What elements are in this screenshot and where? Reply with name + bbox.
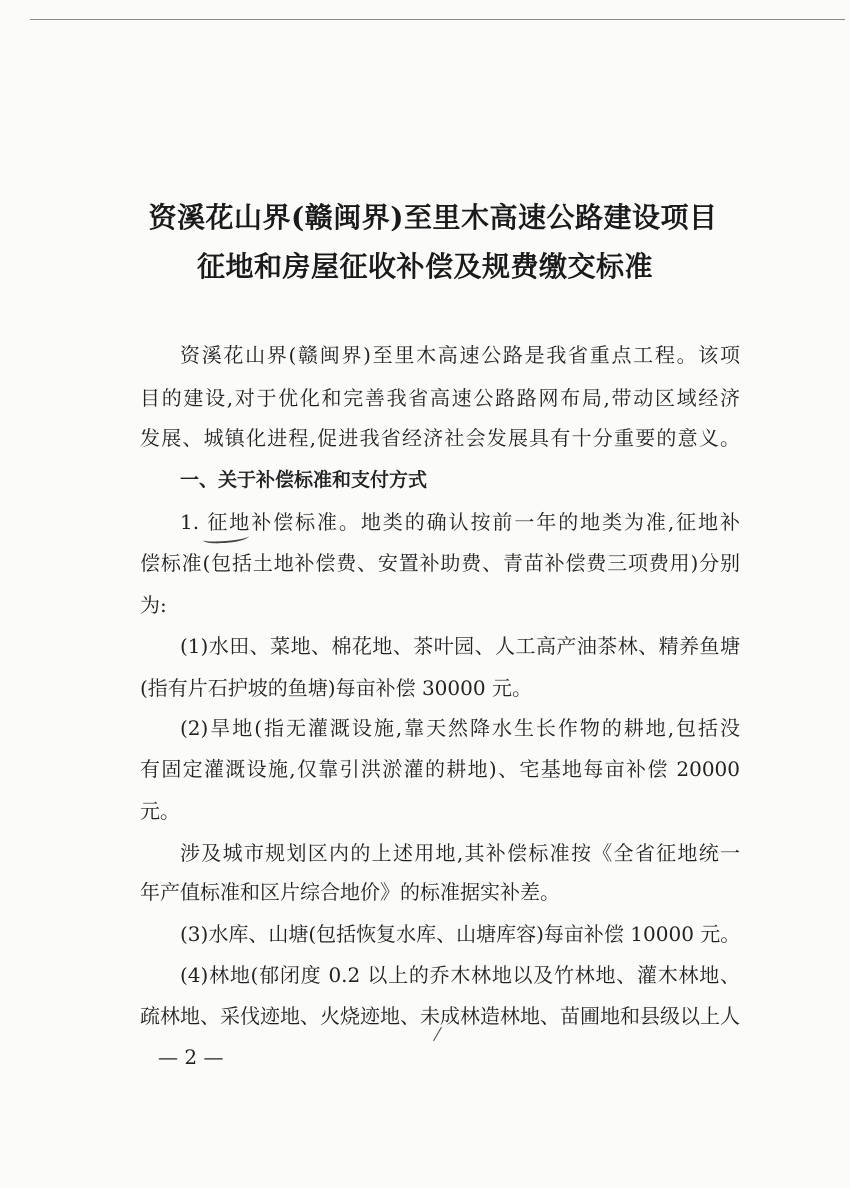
- sub-2-line-1: (2)旱地(指无灌溉设施,靠天然降水生长作物的耕地,包括没: [180, 716, 740, 740]
- item-1-line-1: 1. 征地补偿标准。地类的确认按前一年的地类为准,征地补: [180, 510, 740, 534]
- sub-2-line-3: 元。: [140, 799, 180, 823]
- sub-4-line-1: (4)林地(郁闭度 0.2 以上的乔木林地以及竹林地、灌木林地、: [180, 963, 740, 987]
- sub-1-line-2: (指有片石护坡的鱼塘)每亩补偿 30000 元。: [140, 676, 532, 700]
- section-heading: 一、关于补偿标准和支付方式: [180, 469, 428, 491]
- sub-4-line-2: 疏林地、采伐迹地、火烧迹地、未成林造林地、苗圃地和县级以上人: [140, 1004, 740, 1028]
- document-title-line-2: 征地和房屋征收补偿及规费缴交标准: [196, 250, 653, 283]
- sub-3-line-1: (3)水库、山塘(包括恢复水库、山塘库容)每亩补偿 10000 元。: [180, 922, 741, 946]
- document-title-line-1: 资溪花山界(赣闽界)至里木高速公路建设项目: [148, 201, 718, 234]
- handwritten-underline: [203, 532, 249, 544]
- page-number: — 2 —: [158, 1045, 224, 1069]
- sub-2-line-2: 有固定灌溉设施,仅靠引洪淤灌的耕地)、宅基地每亩补偿 20000: [140, 757, 740, 781]
- intro-line-1: 资溪花山界(赣闽界)至里木高速公路是我省重点工程。该项: [180, 343, 740, 367]
- sub-1-line-1: (1)水田、菜地、棉花地、茶叶园、人工高产油茶林、精养鱼塘: [180, 634, 740, 658]
- urban-line-1: 涉及城市规划区内的上述用地,其补偿标准按《全省征地统一: [180, 841, 740, 865]
- item-1-line-3: 为:: [140, 593, 167, 617]
- item-1-line-2: 偿标准(包括土地补偿费、安置补助费、青苗补偿费三项费用)分别: [140, 551, 740, 575]
- top-rule: [30, 19, 845, 20]
- intro-line-2: 目的建设,对于优化和完善我省高速公路路网布局,带动区域经济: [140, 386, 740, 410]
- urban-line-2: 年产值标准和区片综合地价》的标准据实补差。: [140, 880, 560, 904]
- intro-line-3: 发展、城镇化进程,促进我省经济社会发展具有十分重要的意义。: [140, 426, 740, 450]
